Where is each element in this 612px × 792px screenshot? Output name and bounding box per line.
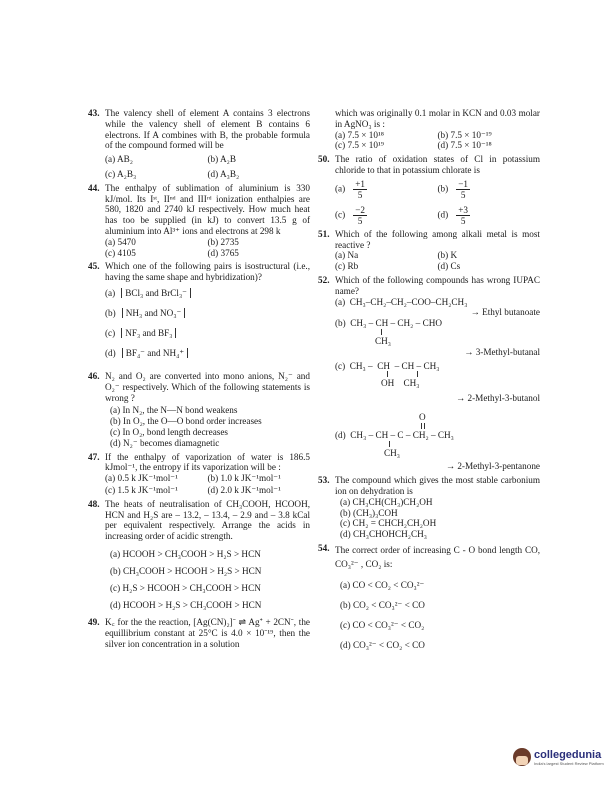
option: (b) 2735 — [207, 236, 239, 247]
option: (c) $\frac{-2}{5}$ — [335, 204, 365, 226]
name-b: → 3-Methyl-butanal — [464, 346, 540, 357]
option: (c) Rb — [335, 261, 359, 272]
option: (d) HCOOH > H₂S > CH₃COOH > HCN — [110, 599, 262, 610]
option: (d) Cs — [437, 261, 461, 272]
question-48: 48. The heats of neutralisation of CH₃COOH, HCOOH, HCN and H₂S are – 13.2, – 13.4, – 2.9 and – 3.8 kCal per equivalent respectively. Arrange the acids in increasing order of acidic strength. (a) HCOOH > CH₃COOH > H₂S > HCN (b) CH₃COOH > HCOOH > H₂S > HCN (c) H₂S > HCOOH > CH₃COOH > HCN (d) HCOOH > H₂S > CH₃COOH > HCN — [88, 499, 310, 614]
option: (d) $\frac{+3}{5}$ — [437, 204, 468, 226]
question-44: 44. The enthalpy of sublimation of aluminium is 330 kJ/mol. Its Iˢᵗ, IIⁿᵈ and IIIʳᵈ ionization enthalpies are 580, 1820 and 2740 kJ respectively. How much heat has too be supplied (in kJ) to convert 13.5 g of aluminium into Al³⁺ ions and electrons at 298 k (a) 5470 (b) 2735 (c) 4105 (d) 3765 — [88, 182, 310, 258]
option: (c) H₂S > HCOOH > CH₃COOH > HCN — [110, 582, 261, 593]
formula-b: (b) CH₃ – CH – CH₂ – CHO — [335, 318, 442, 329]
double-bond-line — [335, 423, 540, 430]
option: (b) NH₃ and NO₃⁻ — [105, 308, 310, 328]
option: (b) In O₂, the O—O bond order increases — [110, 416, 262, 427]
question-51: 51. Which of the following among alkali metal is most reactive ? (a) Na (b) K (c) Rb (d) Cs — [318, 228, 540, 272]
option: (b) 7.5 × 10⁻¹⁹ — [437, 129, 492, 140]
option: (b) $\frac{-1}{5}$ — [437, 178, 468, 200]
option: (c) CO < CO₃²⁻ < CO₂ — [340, 619, 425, 630]
name-a: → Ethyl butanoate — [470, 307, 540, 318]
option: (d) A₃B₂ — [207, 168, 240, 179]
option: (d) BF₄⁻ and NH₄⁺ — [105, 348, 310, 368]
option: (a) CO < CO₂ < CO₃²⁻ — [340, 579, 425, 590]
collegedunia-logo: collegedunia India's largest Student Review Platform — [513, 748, 604, 766]
option: (a) 7.5 × 10¹⁸ — [335, 129, 384, 140]
branch-c: OH CH₃ — [381, 378, 420, 389]
branch-d: CH₃ — [384, 447, 400, 458]
name-c: → 2-Methyl-3-butanol — [456, 393, 540, 404]
question-45: 45. Which one of the following pairs is isostructural (i.e., having the same shape and hybridization)? (a) BCl₃ and BrCl₃⁻ (b) NH₃ and NO₃⁻ (c) NF₃ and BF₃ (d) BF₄⁻ and NH₄⁺ — [88, 261, 310, 368]
question-49: 49. K꜀ for the the reaction, [Ag(CN)₂]⁻ ⇌ Ag⁺ + 2CN⁻, the equillibrium constant at 25°C is 4.0 × 10⁻¹⁹, then the silver ion concentration in a solution — [88, 616, 310, 649]
option: (a) 5470 — [105, 236, 136, 247]
option: (b) (CH₃)₃COH — [340, 507, 398, 518]
question-49-continued: which was originally 0.1 molar in KCN and 0.03 molar in AgNO₃ is : (a) 7.5 × 10¹⁸ (b) 7.5 × 10⁻¹⁹ (c) 7.5 × 10¹⁹ (d) 7.5 × 10⁻¹⁸ — [335, 108, 540, 151]
option: (a) 0.5 k JK⁻¹mol⁻¹ — [105, 473, 178, 484]
question-53: 53. The compound which gives the most stable carbonium ion on dehydration is (a) CH₃CH(CH₃)CH₂OH (b) (CH₃)₃COH (c) CH₂ = CHCH₂CH₂OH (d) CH₃CHOHCH₂CH₃ — [318, 475, 540, 540]
question-43: 43. The valency shell of element A contains 3 electrons while the valency shell of element B contains 6 electrons. If A combines with B, the probable formula of the compound formed will be (a) AB₂ (b) A₂B (c) A₂B₃ (d) A₃B₂ — [88, 108, 310, 179]
option: (d) 3765 — [207, 247, 239, 258]
formula-d: (d) CH₃ – CH – C – CH₂ – CH₃ — [335, 429, 454, 440]
option: (c) 1.5 k JK⁻¹mol⁻¹ — [105, 484, 178, 495]
option: (a) BCl₃ and BrCl₃⁻ — [105, 288, 310, 308]
formula-c: (c) CH₃ – CH – CH – CH₃ — [335, 360, 440, 371]
carbonyl-o: O — [419, 411, 426, 422]
option: (c) 7.5 × 10¹⁹ — [335, 140, 384, 151]
option: (b) K — [437, 250, 458, 261]
option: (d) 2.0 k JK⁻¹mol⁻¹ — [207, 484, 281, 495]
bond-line — [335, 441, 540, 448]
option: (d) CO₃²⁻ < CO₂ < CO — [340, 639, 425, 650]
option: (c) A₂B₃ — [105, 168, 137, 179]
option: (c) In O₂, bond length decreases — [110, 426, 229, 437]
question-46: 46. N₂ and O₂ are converted into mono anions, N₂⁻ and O₂⁻ respectively. Which of the following statements is wrong ? (a) In N₂, the N—N bond weakens (b) In O₂, the O—O bond order increases (c) In O₂, bond length decreases (d) N₂⁻ becomes diamagnetic — [88, 370, 310, 448]
question-47: 47. If the enthalpy of vaporization of water is 186.5 kJmol⁻¹, the entropy if its vaporization will be : (a) 0.5 k JK⁻¹mol⁻¹ (b) 1.0 k JK⁻¹mol⁻¹ (c) 1.5 k JK⁻¹mol⁻¹ (d) 2.0 k JK⁻¹mol⁻¹ — [88, 451, 310, 495]
option: (c) NF₃ and BF₃ — [105, 328, 310, 348]
branch-b: CH₃ — [375, 335, 391, 346]
option: (a) HCOOH > CH₃COOH > H₂S > HCN — [110, 548, 261, 559]
option: (d) CH₃CHOHCH₂CH₃ — [340, 529, 427, 540]
option: (b) CO₂ < CO₃²⁻ < CO — [340, 599, 425, 610]
option: (a) AB₂ — [105, 154, 133, 165]
formula-a: (a) CH₃–CH₂–CH₂–COO–CH₂CH₃ — [335, 296, 468, 307]
left-column — [88, 108, 310, 652]
option: (c) CH₂ = CHCH₂CH₂OH — [340, 518, 437, 529]
question-52: 52. Which of the following compounds has wrong IUPAC name? (a) CH₃–CH₂–CH₂–COO–CH₂CH₃ → Ethyl butanoate (b) CH₃ – CH – CH₂ – CHO CH₃ → 3-Methyl-butanal (c) CH₃ – CH – CH – CH₃ OH CH₃ → 2-Methyl-3-butanol O (d) CH₃ – CH – C – CH₂ – CH₃ CH₃ → 2-Methyl-3-pentanone — [318, 274, 540, 472]
option: (a) $\frac{+1}{5}$ — [335, 178, 365, 200]
option: (a) CH₃CH(CH₃)CH₂OH — [340, 496, 433, 507]
option: (c) 4105 — [105, 247, 136, 258]
option: (a) In N₂, the N—N bond weakens — [110, 405, 238, 416]
option: (b) A₂B — [207, 154, 236, 165]
question-54: 54. The correct order of increasing C - O bond length CO, CO₃²⁻ , CO₂ is: (a) CO < CO₂ < CO₃²⁻ (b) CO₂ < CO₃²⁻ < CO (c) CO < CO₃²⁻ < CO₂ (d) CO₃²⁻ < CO₂ < CO — [318, 543, 540, 655]
bond-line — [335, 371, 540, 378]
question-50: 50. The ratio of oxidation states of Cl in potassium chloride to that in potassium chlorate is (a) $\frac{+1}{5}$ (b) $\frac{-1}{5}$ (c) $\frac{-2}{5}$ (d) $\frac{+3}{5}$ — [318, 154, 540, 226]
option: (b) 1.0 k JK⁻¹mol⁻¹ — [207, 473, 281, 484]
option: (b) CH₃COOH > HCOOH > H₂S > HCN — [110, 565, 262, 576]
mascot-icon — [513, 748, 531, 766]
option: (d) N₂⁻ becomes diamagnetic — [110, 437, 220, 448]
name-d: → 2-Methyl-3-pentanone — [445, 461, 540, 472]
bond-line — [335, 329, 540, 336]
option: (d) 7.5 × 10⁻¹⁸ — [437, 140, 492, 151]
right-column — [318, 108, 540, 658]
option: (a) Na — [335, 250, 359, 261]
